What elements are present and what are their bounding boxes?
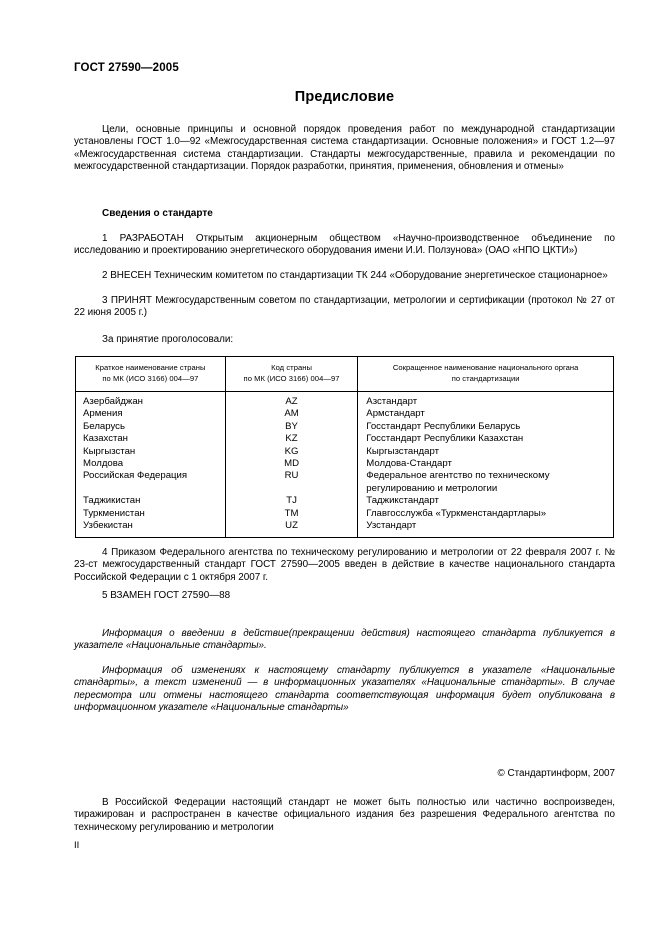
- national-body-4: Кыргызстандарт: [366, 445, 439, 457]
- cell-country-names: [76, 392, 226, 538]
- paragraph-item-3: 3 ПРИНЯТ Межгосударственным советом по стандартизации, метрологии и сертификации (протокол № 27 от 22 июня 2005 г.): [74, 295, 615, 319]
- national-body-8: Главгосслужба «Туркменстандартлары»: [366, 507, 547, 519]
- spacer-name-6: [76, 483, 225, 495]
- column-header-country-code-line2: по МК (ИСО 3166) 004—97: [243, 373, 340, 383]
- column-header-national-body-line1: Сокращенное наименование национального органа: [392, 363, 579, 372]
- paragraph-italic-note-1: Информация о введении в действие(прекращении действия) настоящего стандарта публикуется в указателе «Национальные стандарты».: [74, 628, 615, 652]
- column-header-country-code: [225, 357, 358, 392]
- country-code-8: TM: [284, 507, 299, 519]
- table-row: [76, 392, 614, 538]
- country-name-1: Армения: [83, 408, 123, 420]
- country-code-0: AZ: [285, 396, 298, 407]
- national-body-stack: [358, 392, 613, 537]
- paragraph-italic-note-2: Информация об изменениях к настоящему стандарту публикуется в указателе «Национальные стандарты», а текст изменений — в информационных указателях «Национальные стандарты». В случае пересмотра или отмены настоящего стандарта соответствующая информация будет опубликована в информационном указателе «Национальные стандарты»: [74, 665, 615, 714]
- national-body-6-cont: регулированию и метрологии: [366, 482, 498, 494]
- column-header-country-code-line1: Код страны: [271, 363, 312, 372]
- vote-intro-text: За принятие проголосовали:: [102, 334, 234, 345]
- country-code-7: TJ: [286, 495, 297, 507]
- country-code-stack: [226, 392, 358, 537]
- national-body-3: Госстандарт Республики Казахстан: [366, 433, 524, 445]
- country-code-4: KG: [284, 445, 299, 457]
- country-code-2: BY: [285, 420, 298, 432]
- running-head: ГОСТ 27590—2005: [74, 62, 179, 74]
- country-code-9: UZ: [285, 519, 298, 531]
- paragraph-item-1: 1 РАЗРАБОТАН Открытым акционерным обществом «Научно-производственное объединение по исследованию и проектированию энергетического оборудования имени И.И. Ползунова» (ОАО «НПО ЦКТИ»): [74, 233, 615, 257]
- copyright-notice: © Стандартинформ, 2007: [497, 768, 615, 779]
- country-name-3: Казахстан: [83, 433, 128, 445]
- paragraph-goals: Цели, основные принципы и основной порядок проведения работ по международной стандартизации установлены ГОСТ 1.0—92 «Межгосударственная система стандартизации. Основные положения» и ГОСТ 1.2—97 «Межгосударственная система стандартизации. Стандарты межгосударственные, правила и рекомендации по межгосударственной стандартизации. Порядок разработки, принятия, применения, обновления и отмены»: [74, 124, 615, 173]
- spacer-code-6: [226, 483, 358, 495]
- page-number: II: [74, 840, 80, 851]
- national-body-9: Узстандарт: [366, 519, 417, 531]
- country-code-5: MD: [284, 457, 299, 469]
- national-body-7: Таджикстандарт: [366, 495, 439, 507]
- column-header-country-name: [76, 357, 226, 392]
- country-code-6: RU: [284, 470, 299, 482]
- paragraph-item-4: 4 Приказом Федерального агентства по техническому регулированию и метрологии от 22 февраля 2007 г. № 23-ст межгосударственный стандарт ГОСТ 27590—2005 введен в действие в качестве национального стандарта Российской Федерации с 1 октября 2007 г.: [74, 547, 615, 583]
- country-name-9: Узбекистан: [83, 519, 133, 531]
- cell-national-bodies: [358, 392, 614, 538]
- national-body-1: Армстандарт: [366, 408, 425, 420]
- column-header-national-body-line2: по стандартизации: [451, 373, 520, 383]
- column-header-national-body: [358, 357, 614, 392]
- national-body-6: Федеральное агентство по техническому: [366, 470, 550, 482]
- vote-table-body: [76, 392, 614, 538]
- heading-standard-info: Сведения о стандарте: [102, 208, 213, 219]
- table-header-row: [76, 357, 614, 392]
- page-content: [74, 0, 615, 936]
- paragraph-item-5: 5 ВЗАМЕН ГОСТ 27590—88: [102, 590, 231, 601]
- paragraph-reproduction-notice: В Российской Федерации настоящий стандарт не может быть полностью или частично воспроизведен, тиражирован и распространен в качестве официального издания без разрешения Федерального агентства по техническому регулированию и метрологии: [74, 797, 615, 833]
- vote-table: [75, 356, 614, 538]
- country-code-3: KZ: [285, 433, 298, 445]
- country-name-0: Азербайджан: [83, 396, 143, 407]
- country-name-8: Туркменистан: [83, 507, 145, 519]
- country-name-5: Молдова: [83, 457, 124, 469]
- column-header-country-name-line2: по МК (ИСО 3166) 004—97: [102, 373, 199, 383]
- paragraph-item-2: 2 ВНЕСЕН Техническим комитетом по стандартизации ТК 244 «Оборудование энергетическое стационарное»: [102, 270, 608, 281]
- national-body-0: Азстандарт: [366, 396, 418, 407]
- page-title: Предисловие: [294, 89, 395, 105]
- country-name-4: Кыргызстан: [83, 445, 136, 457]
- country-name-6: Российская Федерация: [83, 470, 188, 482]
- column-header-country-name-line1: Краткое наименование страны: [95, 363, 206, 372]
- country-name-stack: [76, 392, 225, 537]
- vote-table-head: [76, 357, 614, 392]
- national-body-2: Госстандарт Республики Беларусь: [366, 420, 521, 432]
- cell-country-codes: [225, 392, 358, 538]
- country-code-1: AM: [284, 408, 299, 420]
- country-name-2: Беларусь: [83, 420, 125, 432]
- country-name-7: Таджикистан: [83, 495, 141, 507]
- national-body-5: Молдова-Стандарт: [366, 457, 452, 469]
